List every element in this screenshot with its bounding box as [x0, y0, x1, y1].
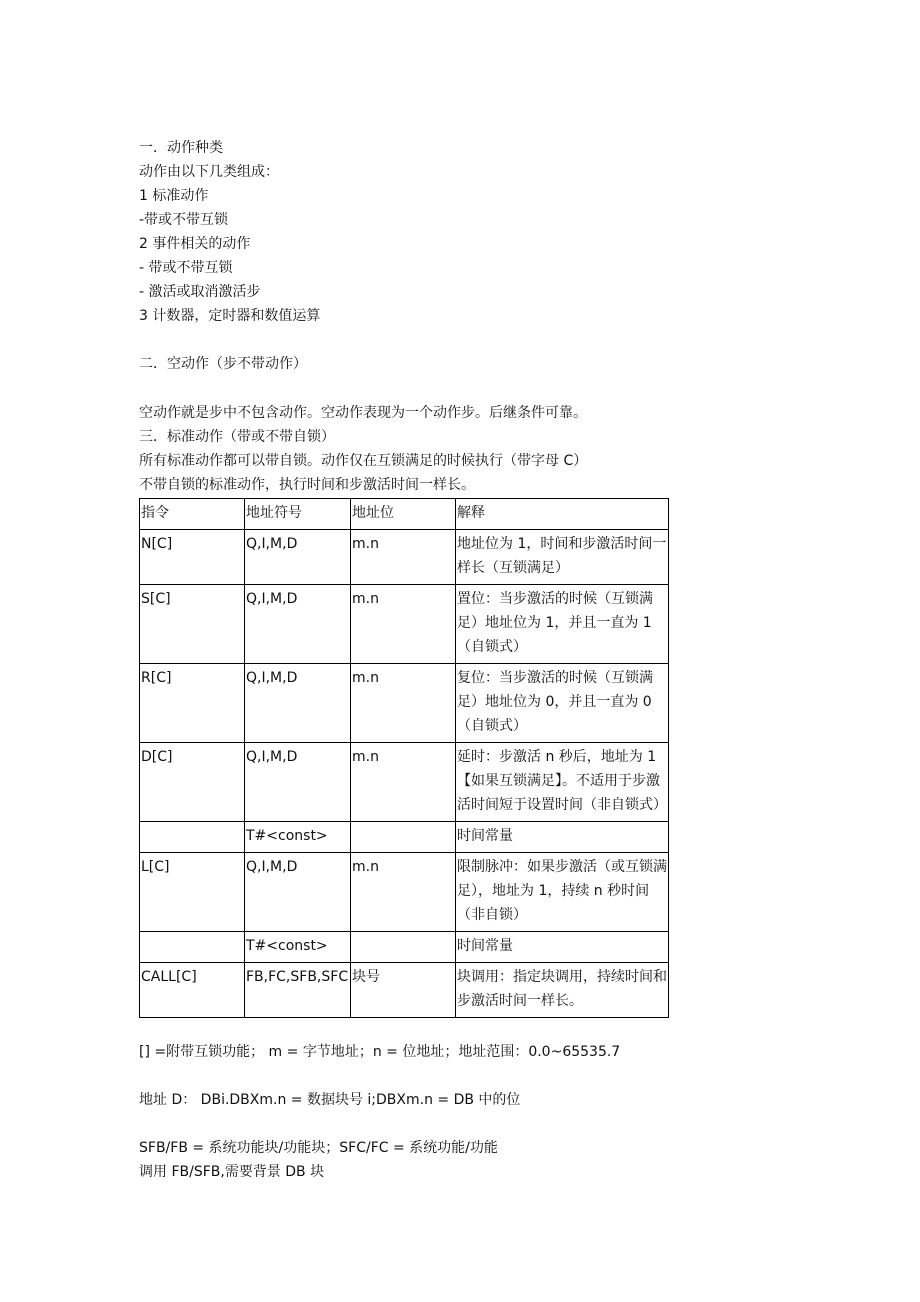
list-item: 1 标准动作	[139, 188, 209, 204]
heading-standard-action: 三．标准动作（带或不带自锁）	[139, 429, 335, 445]
note-line: SFB/FB = 系统功能块/功能块；SFC/FC = 系统功能/功能	[139, 1140, 498, 1156]
list-item: 2 事件相关的动作	[139, 236, 251, 252]
table-cell: 时间常量	[456, 822, 669, 853]
table-cell: 复位：当步激活的时候（互锁满足）地址位为 0，并且一直为 0（自锁式）	[456, 664, 669, 743]
text-line: 所有标准动作都可以带自锁。动作仅在互锁满足的时候执行（带字母 C）	[139, 453, 588, 469]
table-cell: 时间常量	[456, 932, 669, 963]
table-cell: 限制脉冲：如果步激活（或互锁满足），地址为 1，持续 n 秒时间（非自锁）	[456, 853, 669, 932]
text-line: 动作由以下几类组成：	[139, 164, 279, 180]
table-cell	[351, 822, 456, 853]
table-cell: S[C]	[140, 585, 245, 664]
table-cell: 地址位为 1，时间和步激活时间一样长（互锁满足）	[456, 530, 669, 585]
list-item: -带或不带互锁	[139, 212, 229, 228]
note-line: 调用 FB/SFB,需要背景 DB 块	[139, 1164, 325, 1180]
table-cell: Q,I,M,D	[245, 585, 351, 664]
table-cell	[140, 932, 245, 963]
action-spec-table	[139, 498, 669, 1018]
table-cell: m.n	[351, 853, 456, 932]
table-header-cell: 指令	[140, 499, 245, 530]
table-cell: L[C]	[140, 853, 245, 932]
table-row	[140, 932, 669, 963]
table-header-cell: 地址位	[351, 499, 456, 530]
table-header-cell: 地址符号	[245, 499, 351, 530]
table-row	[140, 664, 669, 743]
table-row	[140, 530, 669, 585]
heading-empty-action: 二．空动作（步不带动作）	[139, 356, 307, 372]
table-row	[140, 585, 669, 664]
table-cell: Q,I,M,D	[245, 530, 351, 585]
table-cell: Q,I,M,D	[245, 853, 351, 932]
table-cell: Q,I,M,D	[245, 664, 351, 743]
table-cell: m.n	[351, 743, 456, 822]
table-row	[140, 853, 669, 932]
list-item: 3 计数器，定时器和数值运算	[139, 308, 321, 324]
table-cell	[140, 822, 245, 853]
table-header-row	[140, 499, 669, 530]
table-cell	[351, 932, 456, 963]
table-cell: m.n	[351, 585, 456, 664]
table-row	[140, 743, 669, 822]
table-cell: CALL[C]	[140, 963, 245, 1018]
table-cell: 块号	[351, 963, 456, 1018]
table-cell: FB,FC,SFB,SFC	[245, 963, 351, 1018]
table-cell: 块调用：指定块调用，持续时间和步激活时间一样长。	[456, 963, 669, 1018]
note-line: 地址 D： DBi.DBXm.n = 数据块号 i;DBXm.n = DB 中的位	[139, 1092, 521, 1108]
table-row	[140, 822, 669, 853]
note-line: [] =附带互锁功能； m = 字节地址；n = 位地址；地址范围：0.0~65535.7	[139, 1044, 621, 1060]
table-row	[140, 963, 669, 1018]
table-cell: T#<const>	[245, 932, 351, 963]
table-header-cell: 解释	[456, 499, 669, 530]
table-cell: 延时：步激活 n 秒后，地址为 1【如果互锁满足】。不适用于步激活时间短于设置时间（非自锁式）	[456, 743, 669, 822]
table-cell: D[C]	[140, 743, 245, 822]
table-cell: Q,I,M,D	[245, 743, 351, 822]
heading-action-types: 一．动作种类	[139, 140, 223, 156]
text-line: 空动作就是步中不包含动作。空动作表现为一个动作步。后继条件可靠。	[139, 405, 587, 421]
table-cell: N[C]	[140, 530, 245, 585]
table-cell: T#<const>	[245, 822, 351, 853]
table-cell: 置位：当步激活的时候（互锁满足）地址位为 1，并且一直为 1（自锁式）	[456, 585, 669, 664]
table-cell: R[C]	[140, 664, 245, 743]
list-item: - 激活或取消激活步	[139, 284, 261, 300]
table-cell: m.n	[351, 530, 456, 585]
list-item: - 带或不带互锁	[139, 260, 233, 276]
table-cell: m.n	[351, 664, 456, 743]
text-line: 不带自锁的标准动作，执行时间和步激活时间一样长。	[139, 477, 475, 493]
